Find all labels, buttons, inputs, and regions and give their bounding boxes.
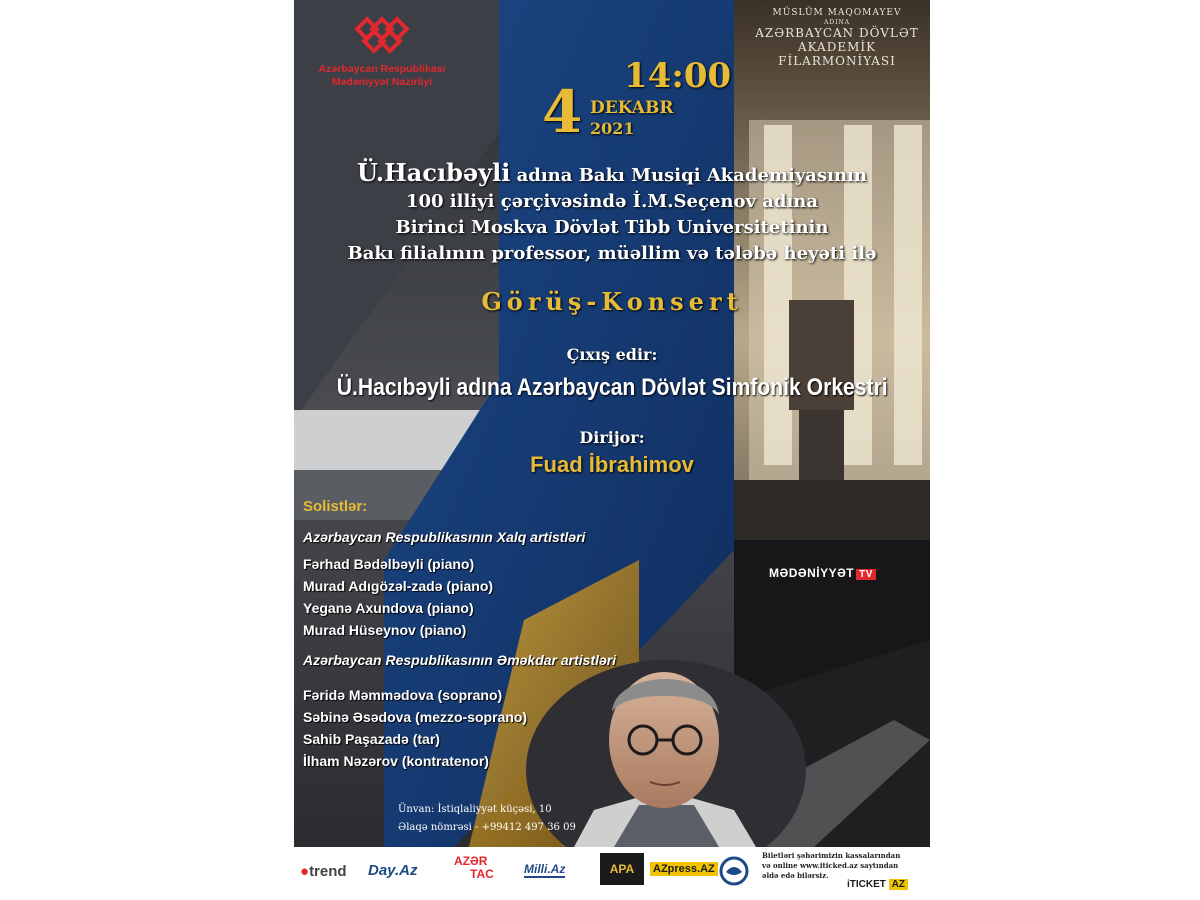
composer-name: Ü.Hacıbəyli [357,158,511,187]
honored-artists-list [303,684,527,772]
azpress-logo: AZpress.AZ [650,862,718,876]
intro-line3: Birinci Moskva Dövlət Tibb Universitetinin [395,217,829,238]
list-item: Fəridə Məmmədova (soprano) [303,687,503,703]
philharmonic-line4: AKADEMİK [797,40,877,54]
intro-line1 [294,160,930,189]
milli-az-logo: Milli.Az [524,862,566,876]
concert-title: Görüş-Konsert [481,287,743,316]
iticket-logo [847,879,908,890]
event-description [294,160,930,267]
tv-mark: TV [856,569,876,580]
tv-name: MƏDƏNİYYƏT [769,566,855,580]
ministry-logo-icon [352,14,412,56]
soloists-title: Solistlər: [303,498,368,515]
list-item: Murad Adıgözəl-zadə (piano) [303,578,494,594]
people-artists-heading: Azərbaycan Respublikasının Xalq artistləri [303,529,586,545]
tickets-line3: əldə edə bilərsiz. [762,871,829,880]
event-time: 14:00 [624,56,732,96]
list-item: Səbinə Əsədova (mezzo-soprano) [303,709,528,725]
trend-logo: ●trend [300,863,347,880]
ministry-line2: Mədəniyyət Nazirliyi [331,76,433,88]
concert-poster [294,0,930,847]
conductor-label: Dirijor: [579,428,645,447]
people-artists-list [303,553,493,641]
philharmonic-logo [749,8,925,68]
venue-address: Ünvan: İstiqlaliyyət küçəsi, 10 [398,804,552,815]
tickets-line1: Biletləri şəhərimizin kassalarından [762,851,901,860]
madaniyyat-tv-logo [769,566,876,580]
philharmonic-line3: AZƏRBAYCAN DÖVLƏT [755,26,919,40]
azertac-logo [454,855,494,881]
iticket-az: AZ [889,879,908,890]
iticket-label: iTICKET [847,879,886,890]
list-item: Sahib Paşazadə (tar) [303,731,440,747]
azertac-line1: AZƏR [454,854,488,868]
apa-logo: APA [600,853,644,885]
honored-artists-heading: Azərbaycan Respublikasının Əməkdar artistləri [303,652,617,668]
agency-emblem-icon [719,856,749,886]
conductor-name: Fuad İbrahimov [530,452,694,477]
list-item: İlham Nəzərov (kontratenor) [303,753,489,769]
ministry-name [294,63,470,89]
performer-label: Çıxış edir: [566,345,658,364]
orchestra-name: Ü.Hacıbəyli adına Azərbaycan Dövlət Simfonik Orkestri [336,374,888,401]
event-day: 4 [542,78,583,146]
list-item: Yeganə Axundova (piano) [303,600,474,616]
philharmonic-line5: FİLARMONİYASI [778,54,896,68]
sponsors-strip [294,847,930,900]
venue-info [398,801,576,837]
event-month: DEKABR [590,98,674,118]
tickets-line2: və online www.iticked.az saytından [762,861,899,870]
intro-line1-rest: adına Bakı Musiqi Akademiyasının [510,165,867,186]
list-item: Fərhad Bədəlbəyli (piano) [303,556,475,572]
trend-label: trend [309,863,347,880]
intro-line2: 100 illiyi çərçivəsində İ.M.Seçenov adına [405,191,819,212]
dayaz-logo: Day.Az [368,862,418,879]
venue-phone: Əlaqə nömrəsi - +99412 497 36 09 [398,822,576,833]
azertac-line2: TAC [470,867,494,881]
event-year: 2021 [590,119,635,138]
tickets-info [762,851,900,881]
philharmonic-line2: ADINA [823,19,851,26]
intro-line4: Bakı filialının professor, müəllim və tələbə heyəti ilə [347,243,877,264]
philharmonic-line1: MÜSLÜM MAQOMAYEV [772,8,902,18]
list-item: Murad Hüseynov (piano) [303,622,467,638]
ministry-line1: Azərbaycan Respublikası [318,63,446,75]
